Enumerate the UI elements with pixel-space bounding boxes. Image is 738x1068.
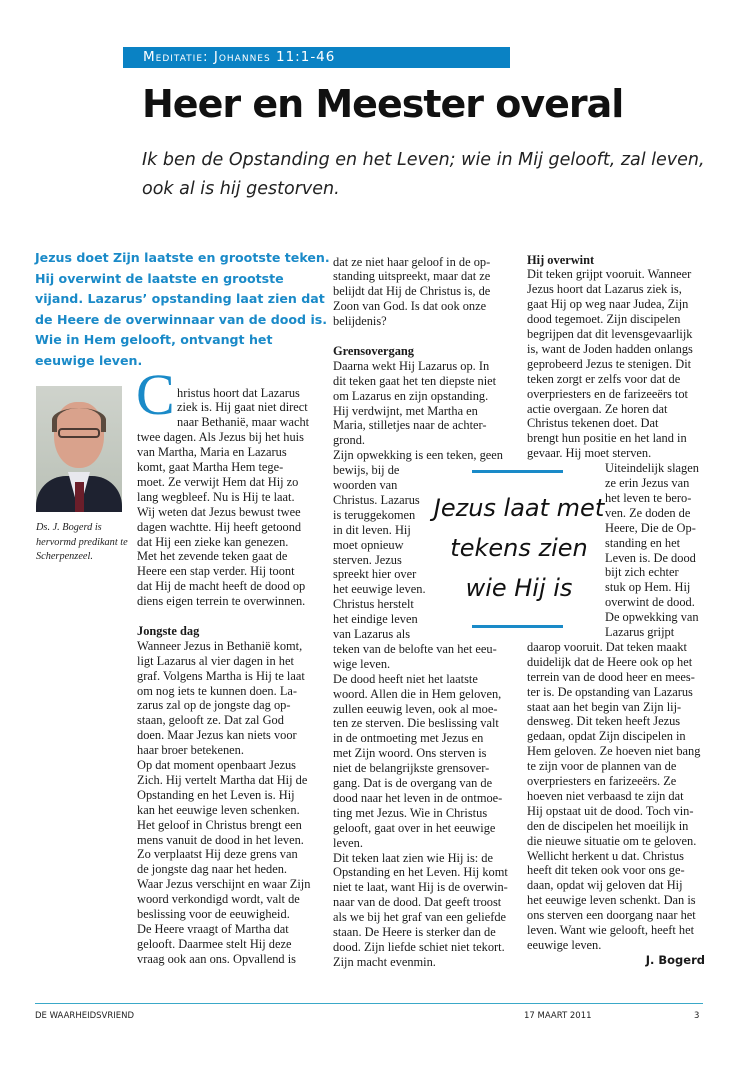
text-line: beslissing voor de eeuwigheid.	[137, 907, 290, 921]
text-line: gelooft. Daarmee stelt Hij deze	[137, 936, 292, 951]
footer-publication: DE WAARHEIDSVRIEND	[35, 1011, 135, 1021]
text-line: Christus. Lazarus	[333, 492, 420, 507]
text-line: Heere, Die de Op-	[605, 520, 696, 535]
text-line: leven.	[333, 835, 363, 850]
author-photo	[36, 386, 122, 512]
text-line: belijdt dat Hij de Christus is, de	[333, 284, 491, 299]
photo-caption: Ds. J. Bogerd is hervormd predikant te Scherpenzeel.	[36, 522, 128, 562]
text-line: lang wegbleef. Nu is Hij te laat.	[137, 489, 295, 504]
text-line: naar Bethanië, maar wacht	[177, 415, 310, 430]
text-line: Opstanding en het Leven is. Hij	[137, 787, 295, 802]
text-line: Het geloof in Christus brengt een	[137, 817, 302, 832]
text-line: daarop vooruit. Dat teken maakt	[527, 639, 687, 654]
text-line: gevaar. Hij moet sterven.	[527, 446, 652, 461]
text-line: gaat Hij op weg naar Judea, Zijn	[527, 297, 689, 312]
text-line: belijdenis?	[333, 314, 387, 329]
text-line: ten ze sterven. Die beslissing valt	[333, 716, 499, 731]
text-line: dood tegemoet. Zijn discipelen	[527, 312, 681, 327]
text-line: ons sterven een doorgang naar het	[527, 908, 696, 923]
text-line: standing uitspreekt, maar dat ze	[333, 269, 491, 284]
text-line: teken van de belofte van het eeu-	[333, 641, 497, 656]
text-line: zarus zal op de jongste dag op-	[137, 698, 291, 713]
text-line: komt, gaat Martha Hem tege-	[137, 460, 284, 474]
text-line: met Zijn woord. Ons sterven is	[333, 746, 487, 761]
text-line: ter is. De opstanding van Lazarus	[527, 684, 693, 699]
text-line: geprobeerd Jezus te stenigen. Dit	[527, 356, 692, 371]
text-line: ligt Lazarus al vier dagen in het	[137, 653, 294, 668]
text-line: duidelijk dat de Heere ook op het	[527, 654, 693, 669]
text-line: moet opnieuw	[333, 537, 404, 552]
text-line: standing en het	[605, 535, 681, 550]
text-line: in de ontmoeting met Jezus en	[333, 731, 484, 746]
text-line: staan, gelooft ze. Dat zal God	[137, 713, 284, 728]
text-line: sterven. Jezus	[333, 552, 402, 567]
text-line: gedaan, opdat Zijn discipelen in	[527, 729, 686, 744]
text-line: gelooft, gaat over in het eeuwige	[333, 820, 496, 835]
text-line: het eeuwige leven.	[333, 582, 426, 597]
text-line: vraag ook aan ons. Opvallend is	[137, 951, 296, 966]
text-line: woord verkondigd wordt, valt de	[137, 892, 300, 907]
text-line: de jongste dag naar het heden.	[137, 862, 288, 877]
text-line: Zijn opwekking is een teken, geen	[333, 448, 503, 463]
photo-glasses	[58, 428, 100, 438]
text-line: staan. De Heere is sterker dan de	[333, 925, 496, 939]
text-line: ze erin Jezus van	[605, 476, 690, 490]
text-line: Lazarus grijpt	[605, 625, 675, 639]
text-line: dit teken gaat het ten diepste niet	[333, 373, 497, 388]
footer-date: 17 MAART 2011	[524, 1011, 592, 1021]
text-line: te zijn voor de plannen van de	[527, 759, 677, 774]
text-line: mens vanuit de dood in het leven.	[137, 832, 304, 847]
text-line: twee dagen. Als Jezus bij het huis	[137, 430, 304, 445]
text-line: Daarna wekt Hij Lazarus op. In	[333, 358, 490, 373]
text-line: Uiteindelijk slagen	[605, 461, 699, 476]
text-line: haar broer betekenen.	[137, 743, 244, 758]
text-line: ven. Ze doden de	[605, 505, 691, 520]
text-line: Met het zevende teken gaat de	[137, 549, 288, 564]
footer-page-number: 3	[694, 1011, 700, 1021]
text-line: als we bij het graf van een geliefde	[333, 910, 507, 925]
article-title: Heer en Meester overal	[142, 82, 624, 126]
text-line: leven. Want wie gelooft, heeft het	[527, 923, 695, 937]
text-line: in dit leven. Hij	[333, 522, 411, 537]
text-line: overpriesters en de farizeeërs tot	[527, 386, 688, 401]
section-label-band	[123, 47, 510, 68]
text-line: ting met Jezus. Wie in Christus	[333, 805, 488, 820]
text-line: niet de belangrijkste grensover-	[333, 761, 490, 776]
text-line: densweg. Dit teken heeft Jezus	[527, 714, 681, 729]
text-line: Dit teken grijpt vooruit. Wanneer	[527, 267, 692, 282]
text-line: die nieuwe situatie om te geloven.	[527, 833, 697, 848]
footer-divider	[35, 1003, 703, 1004]
text-line: bijt zich echter	[605, 565, 679, 580]
text-line: wige leven.	[333, 656, 391, 671]
text-line: woorden van	[333, 478, 398, 492]
intro-paragraph: Jezus doet Zijn laatste en grootste teken. Hij overwint de laatste en grootste vijand. Lazarus’ opstanding laat zien dat de Heere de overwinnaar van de dood is. Wie in Hem gelooft, ontvangt het eeuwige leven.	[35, 250, 330, 368]
text-line: staat aan het begin van Zijn lij-	[527, 699, 682, 714]
text-line: Opstanding en het Leven. Hij komt	[333, 865, 508, 880]
text-line: heeft dit teken ook voor ons ge-	[527, 863, 685, 878]
text-line: niet te laat, want Hij is de overwin-	[333, 880, 508, 895]
text-line: eeuwige leven.	[527, 937, 602, 952]
text-line: Zoon van God. Is dat ook onze	[333, 299, 487, 314]
pull-quote-rule-bottom	[472, 625, 563, 628]
text-line: Maria, stilletjes naar de achter-	[333, 418, 487, 433]
text-line: brengt hun positie en het land in	[527, 431, 687, 446]
section-heading: Jongste dag	[137, 623, 200, 638]
text-line: Zich. Hij vertelt Martha dat Hij de	[137, 772, 308, 787]
pull-quote-rule-top	[472, 470, 563, 473]
text-line: woord. Allen die in Hem geloven,	[333, 686, 502, 701]
text-line: graf. Volgens Martha is Hij te laat	[137, 668, 305, 683]
article-subtitle: Ik ben de Opstanding en het Leven; wie in Mij gelooft, zal leven, ook al is hij gestorven.	[142, 150, 705, 199]
text-line: dat ze niet haar geloof in de op-	[333, 254, 491, 269]
section-heading: Hij overwint	[527, 252, 595, 267]
text-line: moet. Ze verwijt Hem dat Hij zo	[137, 474, 299, 489]
text-line: dagen wachtte. Hij heeft getoond	[137, 519, 302, 534]
text-line: spreekt hier over	[333, 567, 417, 582]
text-line: het eindige leven	[333, 612, 418, 627]
text-line: overwint de dood.	[605, 595, 695, 610]
text-line: van Martha, Maria en Lazarus	[137, 445, 287, 460]
pull-quote-line: tekens zien	[450, 534, 588, 562]
text-line: Heere een stap verder. Hij toont	[137, 564, 295, 579]
text-line: dat Hij een zieke kan genezen.	[137, 534, 289, 549]
pull-quote-line: wie Hij is	[465, 574, 573, 602]
text-line: Wanneer Jezus in Bethanië komt,	[137, 638, 303, 653]
text-line: hoeven niet verbaasd te zijn dat	[527, 788, 684, 803]
text-line: gang. Dat is de overgang van de	[333, 776, 493, 790]
photo-tie	[75, 482, 84, 512]
text-line: van Lazarus als	[333, 627, 411, 641]
text-line: om nog iets te kunnen doen. La-	[137, 683, 298, 698]
drop-cap: C	[136, 362, 175, 427]
text-line: Zijn macht evenmin.	[333, 954, 436, 969]
text-line: is teruggekomen	[333, 507, 416, 522]
text-line: Hem geloven. Ze hoeven niet bang	[527, 744, 701, 759]
text-line: naar van de dood. Dat geeft troost	[333, 895, 502, 910]
text-line: dood naar het leven in de ontmoe-	[333, 790, 503, 805]
text-line: ziek is. Hij gaat niet direct	[177, 400, 308, 415]
text-line: diens eigen terrein te overwinnen.	[137, 594, 306, 609]
text-line: Wij weten dat Jezus bewust twee	[137, 504, 301, 519]
text-line: stuk op Hem. Hij	[605, 580, 691, 595]
pull-quote	[430, 488, 608, 608]
section-label: Meditatie: Johannes 11:1-46	[143, 49, 336, 65]
text-line: Zo verplaatst Hij deze grens van	[137, 847, 298, 862]
text-line: grond.	[333, 433, 366, 448]
text-line: actie overgaan. Ze horen dat	[527, 401, 668, 416]
text-line: terrein van de dood heer en mees-	[527, 669, 695, 684]
text-line: kan het eeuwige leven schenken.	[137, 802, 300, 817]
text-line: om Lazarus en zijn opstanding.	[333, 388, 489, 403]
text-line: De Heere vraagt of Martha dat	[137, 921, 289, 936]
text-line: den de discipelen het moeilijk in	[527, 818, 689, 833]
section-heading: Grensovergang	[333, 343, 414, 358]
text-line: begrijpen dat dit levensgevaarlijk	[527, 327, 693, 341]
text-line: De opwekking van	[605, 610, 699, 625]
text-line: doen. Maar Jezus kan niets voor	[137, 728, 297, 743]
text-line: De dood heeft niet het laatste	[333, 671, 478, 686]
text-line: is, want de Joden hadden onlangs	[527, 341, 693, 356]
text-line: Wellicht herkent u dat. Christus	[527, 848, 684, 863]
text-line: overpriesters en farizeeërs. Ze	[527, 774, 677, 788]
text-line: Waar Jezus verschijnt en waar Zijn	[137, 877, 311, 892]
text-line: Hij verdwijnt, met Martha en	[333, 403, 478, 418]
text-line: bewijs, bij de	[333, 463, 400, 478]
text-line: Christus herstelt	[333, 597, 414, 612]
text-line: teken zorgt er zelfs voor dat de	[527, 371, 681, 386]
author-signature: J. Bogerd	[645, 952, 705, 967]
text-line: het eeuwige leven schenkt. Dan is	[527, 893, 696, 908]
text-line: dood. Zijn liefde schiet niet tekort.	[333, 939, 505, 954]
text-line: Jezus hoort dat Lazarus ziek is,	[527, 282, 682, 297]
text-line: het leven te bero-	[605, 490, 692, 505]
pull-quote-line: Jezus laat met	[433, 494, 605, 522]
text-line: Dit teken laat zien wie Hij is: de	[333, 850, 493, 865]
text-line: Leven is. De dood	[605, 550, 696, 565]
text-line: dat Hij de macht heeft de dood op	[137, 579, 306, 594]
text-line: Hij opstaat uit de dood. Toch vin-	[527, 803, 694, 818]
text-line: zullen eeuwig leven, ook al moe-	[333, 701, 498, 716]
text-line: daan, opdat wij geloven dat Hij	[527, 878, 683, 893]
text-line: hristus hoort dat Lazarus	[177, 385, 300, 400]
text-line: Op dat moment openbaart Jezus	[137, 758, 296, 772]
text-line: Christus tekenen doet. Dat	[527, 416, 659, 431]
